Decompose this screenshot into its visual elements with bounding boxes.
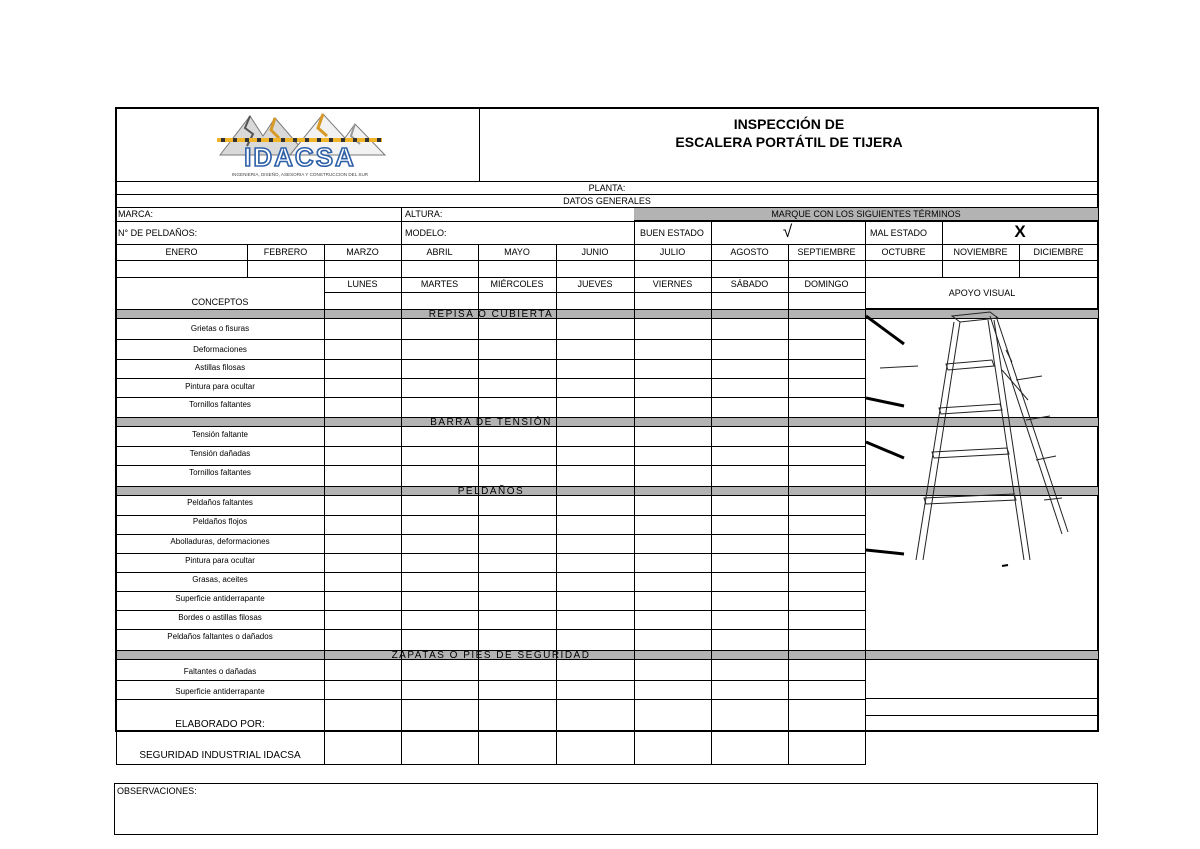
item-label: Tornillos faltantes <box>189 400 251 409</box>
day-jueves: JUEVES <box>577 279 613 289</box>
altura-field[interactable]: ALTURA: <box>405 209 443 219</box>
modelo-field[interactable]: MODELO: <box>405 228 447 238</box>
page-title: INSPECCIÓN DE ESCALERA PORTÁTIL DE TIJERA <box>675 116 903 150</box>
x-mark-icon: X <box>1014 222 1026 241</box>
check-mark-icon: √ <box>782 222 793 241</box>
item-label: Abolladuras, deformaciones <box>170 537 270 546</box>
item-label: Tensión faltante <box>191 430 249 439</box>
item-label: Grasas, aceites <box>192 575 248 584</box>
company-logo <box>205 110 390 180</box>
datos-generales-label: DATOS GENERALES <box>563 196 651 206</box>
day-lunes: LUNES <box>347 279 378 289</box>
logo-tagline: INGENIERIA, DISEÑO, ASESORIA Y CONSTRUCCION DEL SUR <box>231 172 369 177</box>
section-repisa: REPISA O CUBIERTA <box>428 309 554 320</box>
peldanos-field[interactable]: N° DE PELDAÑOS: <box>118 228 198 238</box>
day-sabado: SÁBADO <box>730 279 769 289</box>
month-mayo: MAYO <box>504 247 530 257</box>
month-abril: ABRIL <box>426 247 453 257</box>
day-domingo: DOMINGO <box>804 279 849 289</box>
marque-terminos-label: MARQUE CON LOS SIGUIENTES TÉRMINOS <box>771 209 961 219</box>
logo-wordmark: IDACSA <box>244 142 356 172</box>
item-label: Pintura para ocultar <box>185 382 255 391</box>
section-zapatas: ZAPATAS O PIES DE SEGURIDAD <box>391 650 591 661</box>
item-label: Superficie antiderrapante <box>175 687 265 696</box>
day-miercoles: MIÉRCOLES <box>490 279 544 289</box>
observaciones-box[interactable] <box>114 783 1098 835</box>
month-julio: JULIO <box>659 247 686 257</box>
elaborado-por-label: ELABORADO POR: <box>175 719 265 730</box>
month-noviembre: NOVIEMBRE <box>953 247 1008 257</box>
seguridad-industrial-label: SEGURIDAD INDUSTRIAL IDACSA <box>139 750 301 761</box>
item-label: Faltantes o dañadas <box>183 667 257 676</box>
day-viernes: VIERNES <box>652 279 693 289</box>
item-label: Astillas filosas <box>194 363 246 372</box>
planta-label: PLANTA: <box>588 183 626 193</box>
item-label: Deformaciones <box>193 345 247 354</box>
marca-field[interactable]: MARCA: <box>118 209 154 219</box>
item-label: Peldaños flojos <box>192 517 248 526</box>
month-agosto: AGOSTO <box>730 247 769 257</box>
month-enero: ENERO <box>165 247 198 257</box>
month-marzo: MARZO <box>346 247 379 257</box>
item-label: Tensión dañadas <box>189 449 251 458</box>
apoyo-visual-header: APOYO VISUAL <box>948 288 1016 298</box>
month-octubre: OCTUBRE <box>881 247 926 257</box>
item-label: Pintura para ocultar <box>185 556 255 565</box>
month-diciembre: DICIEMBRE <box>1033 247 1084 257</box>
conceptos-header: CONCEPTOS <box>191 297 249 307</box>
month-febrero: FEBRERO <box>263 247 308 257</box>
item-label: Peldaños faltantes o dañados <box>167 632 273 641</box>
section-peldanos: PELDAÑOS <box>457 486 525 497</box>
month-junio: JUNIO <box>581 247 609 257</box>
item-label: Grietas o fisuras <box>190 324 250 333</box>
ladder-illustration <box>866 310 1096 572</box>
buen-estado-label: BUEN ESTADO <box>640 228 704 238</box>
item-label: Tornillos faltantes <box>189 468 251 477</box>
month-septiembre: SEPTIEMBRE <box>797 247 856 257</box>
observaciones-label: OBSERVACIONES: <box>117 786 197 796</box>
mal-estado-label: MAL ESTADO <box>870 228 928 238</box>
item-label: Bordes o astillas filosas <box>178 613 262 622</box>
item-label: Peldaños faltantes <box>187 498 253 507</box>
item-label: Superficie antiderrapante <box>175 594 265 603</box>
section-barra-tension: BARRA DE TENSIÓN <box>430 417 552 428</box>
day-martes: MARTES <box>420 279 459 289</box>
